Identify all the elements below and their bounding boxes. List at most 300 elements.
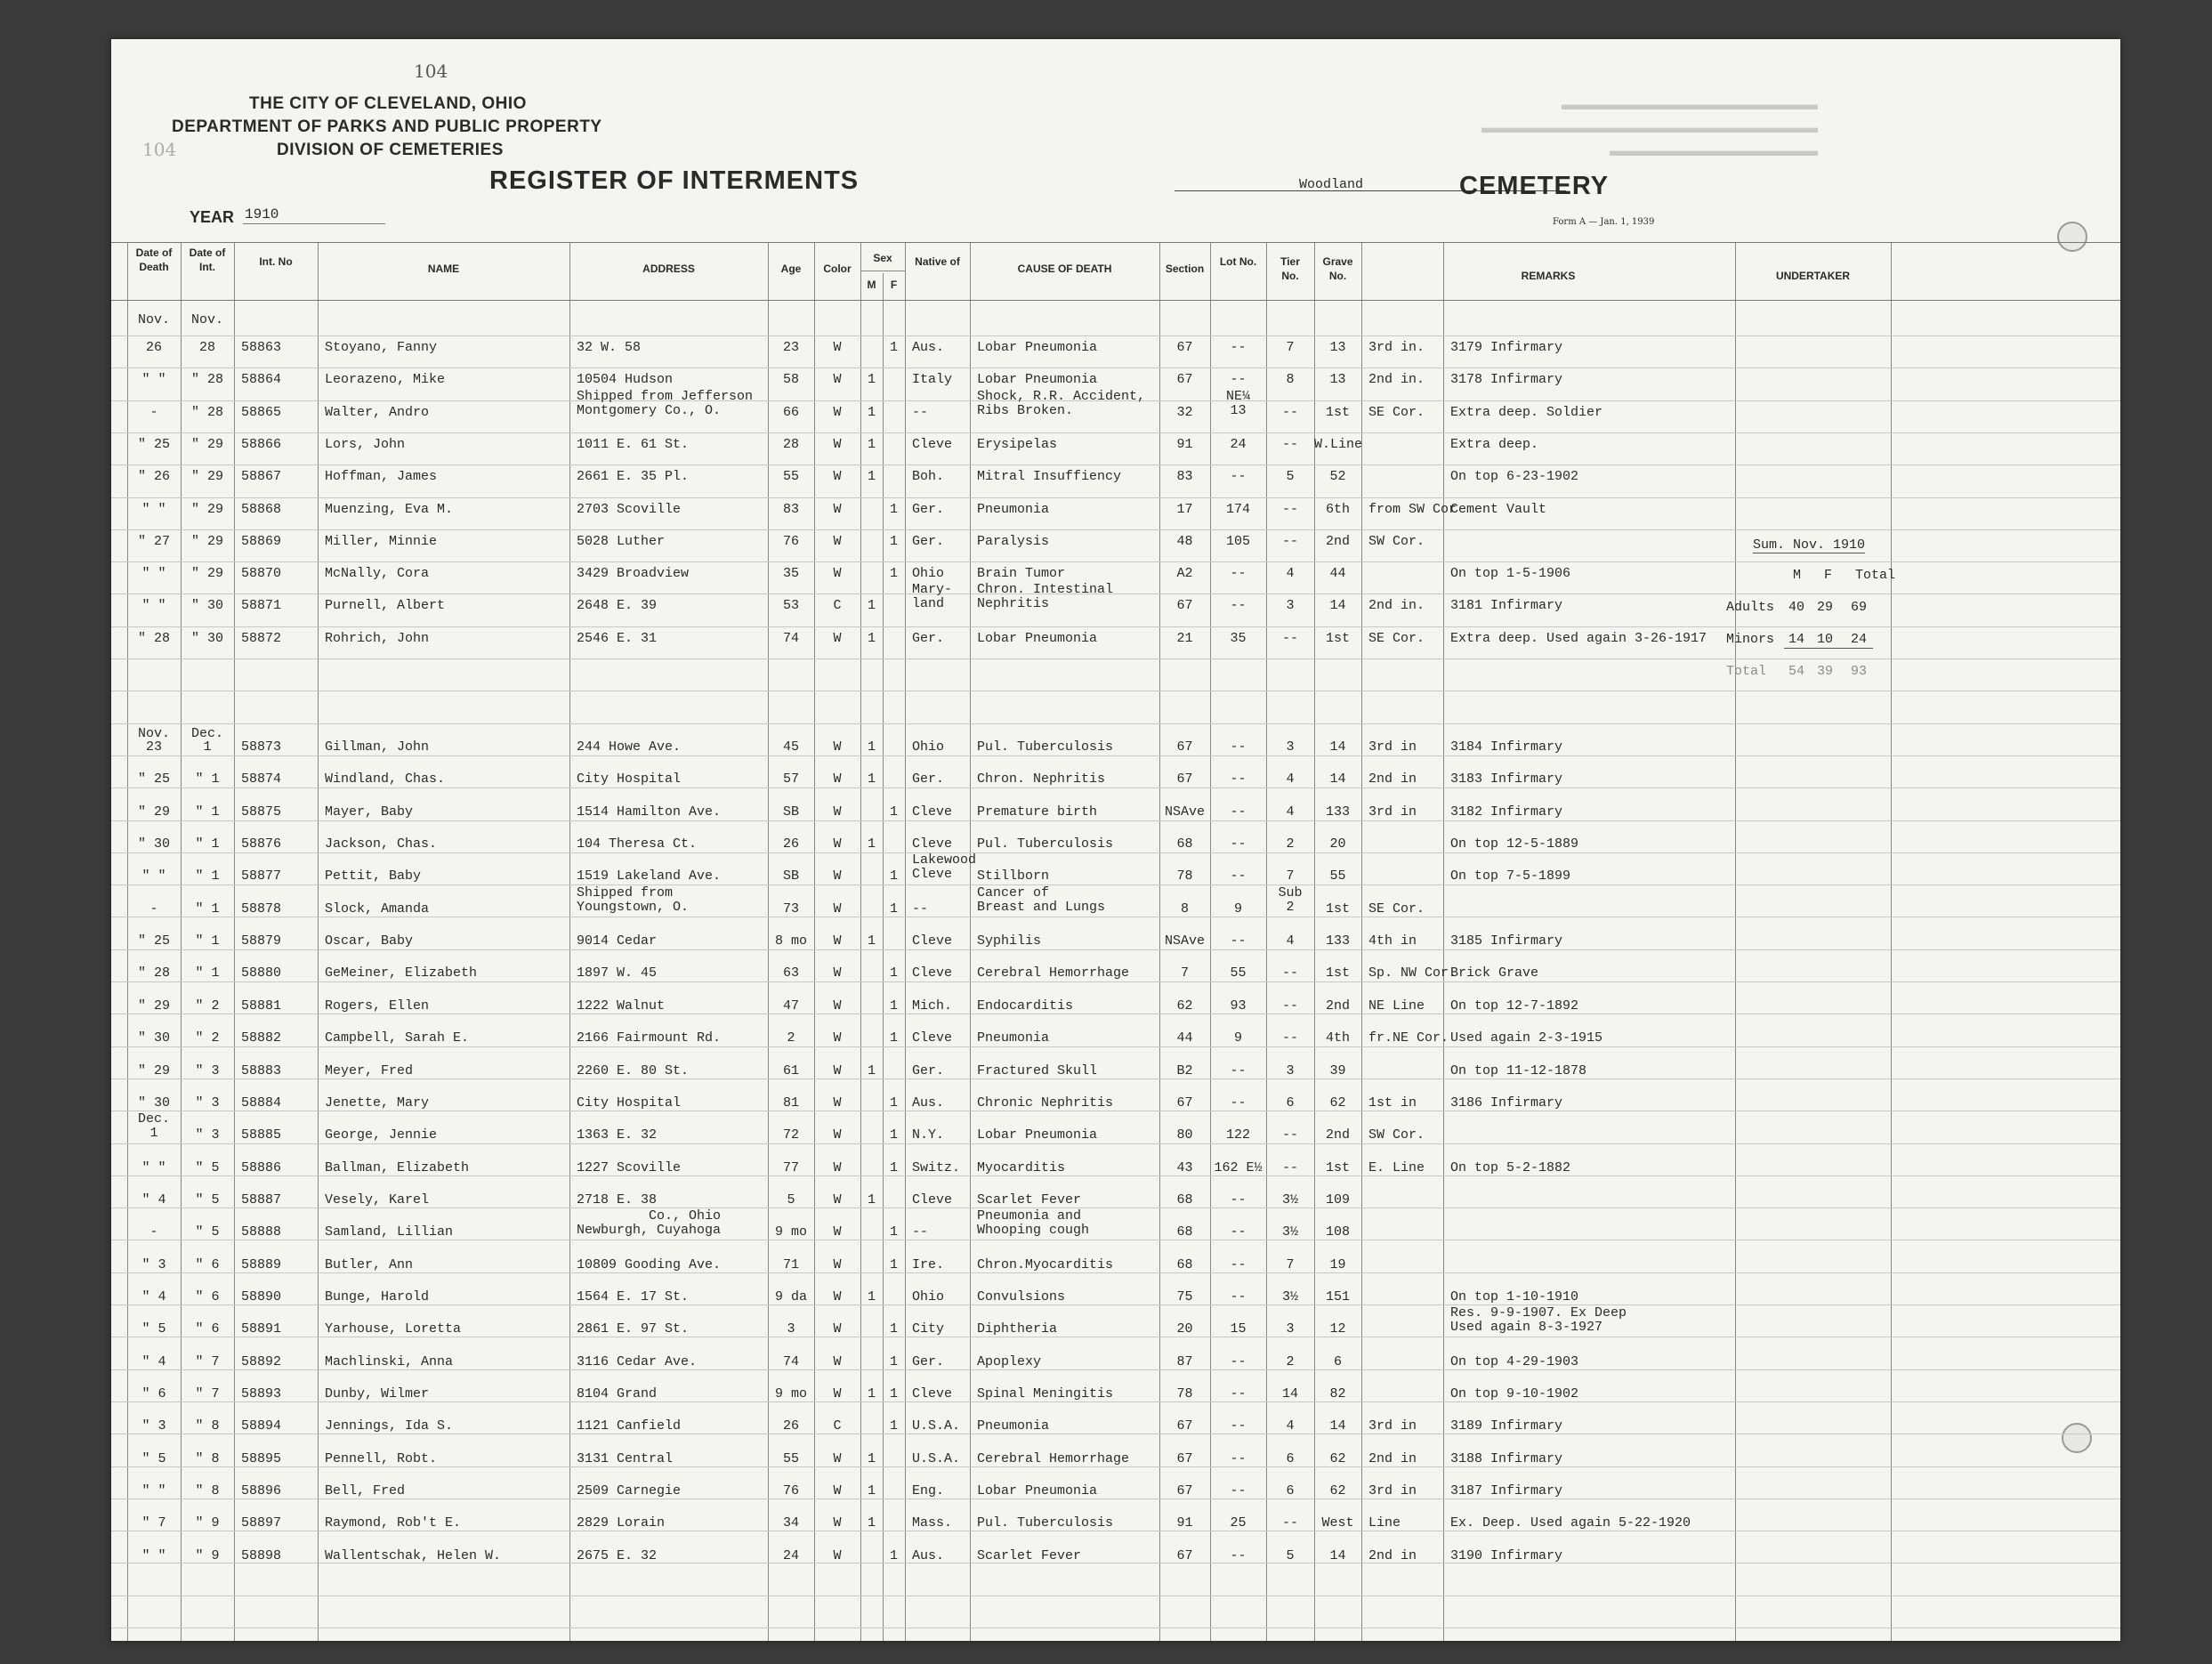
row-58879-color: W [833,933,842,949]
row-58869-age: 76 [782,533,799,549]
row-58885-doi: " 3 [195,1127,220,1143]
row-58885-grave: 2nd [1325,1127,1350,1143]
row-58893-name: Dunby, Wilmer [325,1386,430,1401]
col-header-doi: Date of Int. [189,246,226,273]
row-58870-dod: " " [141,566,166,582]
row-58872-doi: " 30 [190,630,223,646]
row-58877-remarks: On top 7-5-1899 [1450,868,1571,885]
row-58873-grave: 14 [1329,739,1346,755]
row-58878-no: 58878 [241,901,282,917]
row-58897-age: 34 [782,1515,799,1531]
row-58878-f: 1 [889,901,898,917]
row-58877-grave: 55 [1329,868,1346,885]
row-58873-lot: -- [1230,739,1247,755]
ruled-line [111,626,2120,627]
row-58877-lot: -- [1230,868,1247,885]
row-58894-native: U.S.A. [912,1418,961,1434]
row-58884-age: 81 [782,1095,799,1111]
row-58869-section: 48 [1176,533,1193,549]
row-58875-doi: " 1 [195,804,220,820]
row-58895-color: W [833,1450,842,1466]
row-58865-grave: 1st [1325,404,1350,420]
row-58880-name: GeMeiner, Elizabeth [325,965,478,981]
row-58868-loc: from SW Cor [1368,501,1457,517]
row-58896-age: 76 [782,1483,799,1499]
row-58863-doi: 28 [198,340,215,355]
row-58878-tier: Sub 2 [1278,885,1303,915]
row-58886-lot: 162 E½ [1214,1159,1263,1175]
row-58869-name: Miller, Minnie [325,533,438,549]
row-58876-m: 1 [867,836,876,852]
row-58870-tier: 4 [1286,566,1295,582]
row-58882-grave: 4th [1325,1030,1350,1046]
row-58886-color: W [833,1159,842,1175]
row-58871-dod: " " [141,598,166,614]
row-58883-cause: Fractured Skull [977,1062,1098,1078]
row-58898-remarks: 3190 Infirmary [1450,1547,1563,1563]
row-58897-doi: " 9 [195,1515,220,1531]
row-58891-remarks: Res. 9-9-1907. Ex Deep Used again 8-3-1927 [1450,1305,1627,1336]
row-58864-no: 58864 [241,372,282,388]
row-58869-grave: 2nd [1325,533,1350,549]
row-58889-address: 10809 Gooding Ave. [577,1256,722,1272]
row-58867-address: 2661 E. 35 Pl. [577,469,690,485]
row-58892-remarks: On top 4-29-1903 [1450,1353,1579,1369]
row-58897-lot: 25 [1230,1515,1247,1531]
row-58892-no: 58892 [241,1353,282,1369]
row-58875-cause: Premature birth [977,804,1098,820]
row-58893-address: 8104 Grand [577,1386,658,1401]
row-58873-name: Gillman, John [325,739,430,755]
row-58865-dod: - [149,404,158,420]
ruled-line [111,432,2120,433]
row-58885-loc: SW Cor. [1368,1127,1425,1143]
row-58873-dod: 23 [145,739,162,755]
summary-adults-m: 40 [1788,600,1805,615]
row-58873-cause: Pul. Tuberculosis [977,739,1114,755]
row-58897-remarks: Ex. Deep. Used again 5-22-1920 [1450,1515,1691,1531]
row-58879-remarks: 3185 Infirmary [1450,933,1563,949]
row-58882-section: 44 [1176,1030,1193,1046]
column-divider [905,242,906,1641]
row-58887-name: Vesely, Karel [325,1191,430,1208]
row-58898-dod: " " [141,1547,166,1563]
row-58878-cause: Cancer of Breast and Lungs [977,885,1106,915]
column-divider [1735,242,1736,1641]
row-58890-dod: " 4 [141,1288,166,1305]
row-58892-dod: " 4 [141,1353,166,1369]
row-58871-lot: -- [1230,598,1247,614]
row-58887-dod: " 4 [141,1191,166,1208]
row-58875-section: NSAve [1164,804,1205,820]
summary-total-f: 39 [1817,664,1834,679]
row-58877-tier: 7 [1286,868,1295,885]
header-department: DEPARTMENT OF PARKS AND PUBLIC PROPERTY [172,117,602,136]
row-58895-address: 3131 Central [577,1450,674,1466]
row-58874-dod: " 25 [137,771,170,788]
row-58877-doi: " 1 [195,868,220,885]
row-58890-color: W [833,1288,842,1305]
row-58892-tier: 2 [1286,1353,1295,1369]
row-58867-doi: " 29 [190,469,223,485]
row-58897-m: 1 [867,1515,876,1531]
row-58868-section: 17 [1176,501,1193,517]
row-58870-cause: Brain Tumor [977,566,1066,582]
row-58886-native: Switz. [912,1159,961,1175]
row-58865-remarks: Extra deep. Soldier [1450,404,1603,420]
row-58876-name: Jackson, Chas. [325,836,438,852]
row-58896-address: 2509 Carnegie [577,1483,682,1499]
row-58884-no: 58884 [241,1095,282,1111]
row-58898-name: Wallentschak, Helen W. [325,1547,502,1563]
col-header-f: F [890,279,898,291]
row-58897-cause: Pul. Tuberculosis [977,1515,1114,1531]
row-58867-section: 83 [1176,469,1193,485]
row-58870-age: 35 [782,566,799,582]
row-58866-doi: " 29 [190,436,223,452]
row-58896-lot: -- [1230,1483,1247,1499]
ruled-line [111,1401,2120,1402]
row-58881-native: Mich. [912,998,953,1014]
month-header-doi: Dec. [190,726,223,741]
row-58880-section: 7 [1180,965,1189,981]
row-58875-remarks: 3182 Infirmary [1450,804,1563,820]
row-58869-cause: Paralysis [977,533,1050,549]
row-58886-loc: E. Line [1368,1159,1425,1175]
row-58889-tier: 7 [1286,1256,1295,1272]
row-58895-dod: " 5 [141,1450,166,1466]
row-58878-native: -- [912,901,929,917]
row-58898-f: 1 [889,1547,898,1563]
row-58865-age: 66 [782,404,799,420]
row-58892-doi: " 7 [195,1353,220,1369]
row-58884-f: 1 [889,1095,898,1111]
row-58864-m: 1 [867,372,876,388]
row-58883-section: B2 [1176,1062,1193,1078]
row-58896-loc: 3rd in [1368,1483,1417,1499]
row-58890-cause: Convulsions [977,1288,1066,1305]
row-58877-address: 1519 Lakeland Ave. [577,868,722,885]
row-58870-name: McNally, Cora [325,566,430,582]
row-58869-tier: -- [1281,533,1298,549]
row-58877-dod: " " [141,868,166,885]
row-58890-age: 9 da [774,1288,807,1305]
col-header-m: M [867,279,876,291]
row-58877-section: 78 [1176,868,1193,885]
row-58863-address: 32 W. 58 [577,340,642,355]
row-58868-dod: " " [141,501,166,517]
row-58896-tier: 6 [1286,1483,1295,1499]
row-58874-tier: 4 [1286,771,1295,788]
row-58869-loc: SW Cor. [1368,533,1425,549]
row-58863-lot: -- [1230,340,1247,355]
row-58881-age: 47 [782,998,799,1014]
row-58891-name: Yarhouse, Loretta [325,1321,462,1337]
row-58872-native: Ger. [912,630,945,646]
month-header-doi: Nov. [190,312,223,327]
row-58878-age: 73 [782,901,799,917]
col-header-section: Section [1165,263,1205,275]
ruled-line [111,949,2120,950]
row-58864-dod: " " [141,372,166,388]
row-58867-name: Hoffman, James [325,469,438,485]
summary-title: Sum. Nov. 1910 [1753,537,1866,553]
row-58872-lot: 35 [1230,630,1247,646]
row-58872-remarks: Extra deep. Used again 3-26-1917 [1450,630,1707,646]
row-58868-address: 2703 Scoville [577,501,682,517]
row-58891-f: 1 [889,1321,898,1337]
row-58885-lot: 122 [1225,1127,1250,1143]
row-58890-grave: 151 [1325,1288,1350,1305]
row-58871-remarks: 3181 Infirmary [1450,598,1563,614]
row-58882-no: 58882 [241,1030,282,1046]
summary-adults-label: Adults [1726,600,1775,615]
row-58866-grave: W.Line [1314,436,1363,452]
row-58865-m: 1 [867,404,876,420]
row-58887-section: 68 [1176,1191,1193,1208]
row-58878-loc: SE Cor. [1368,901,1425,917]
row-58884-name: Jenette, Mary [325,1095,430,1111]
row-58876-lot: -- [1230,836,1247,852]
row-58881-doi: " 2 [195,998,220,1014]
row-58876-doi: " 1 [195,836,220,852]
row-58883-m: 1 [867,1062,876,1078]
row-58872-m: 1 [867,630,876,646]
row-58891-lot: 15 [1230,1321,1247,1337]
row-58884-color: W [833,1095,842,1111]
row-58889-doi: " 6 [195,1256,220,1272]
row-58882-color: W [833,1030,842,1046]
row-58872-no: 58872 [241,630,282,646]
row-58889-section: 68 [1176,1256,1193,1272]
ruled-line [111,981,2120,982]
bleed-through-mirror: ▬▬▬▬▬▬▬▬▬▬▬▬▬▬▬▬ ▬▬▬▬▬▬▬▬▬▬▬▬▬▬▬▬▬▬▬▬▬ ▬▬▬▬▬▬▬▬▬▬▬▬▬ [1481,95,1818,159]
row-58898-loc: 2nd in [1368,1547,1417,1563]
row-58883-remarks: On top 11-12-1878 [1450,1062,1587,1078]
row-58882-address: 2166 Fairmount Rd. [577,1030,722,1046]
row-58871-grave: 14 [1329,598,1346,614]
row-58886-grave: 1st [1325,1159,1350,1175]
row-58870-section: A2 [1176,566,1193,582]
summary-minors-f: 10 [1817,632,1834,647]
row-58885-name: George, Jennie [325,1127,438,1143]
row-58895-doi: " 8 [195,1450,220,1466]
row-58882-loc: fr.NE Cor. [1368,1030,1449,1046]
row-58866-lot: 24 [1230,436,1247,452]
row-58881-dod: " 29 [137,998,170,1014]
row-58890-lot: -- [1230,1288,1247,1305]
row-58872-tier: -- [1281,630,1298,646]
cemetery-name: Woodland [1299,177,1364,192]
ruled-line [111,335,2120,336]
row-58884-native: Aus. [912,1095,945,1111]
row-58865-native: -- [912,404,929,420]
row-58894-cause: Pneumonia [977,1418,1050,1434]
row-58863-cause: Lobar Pneumonia [977,340,1098,355]
row-58866-remarks: Extra deep. [1450,436,1539,452]
row-58870-address: 3429 Broadview [577,566,690,582]
row-58895-section: 67 [1176,1450,1193,1466]
row-58864-lot: -- [1230,372,1247,388]
row-58870-lot: -- [1230,566,1247,582]
row-58895-tier: 6 [1286,1450,1295,1466]
row-58869-address: 5028 Luther [577,533,666,549]
row-58894-age: 26 [782,1418,799,1434]
column-divider [970,242,971,1641]
row-58892-address: 3116 Cedar Ave. [577,1353,698,1369]
row-58886-section: 43 [1176,1159,1193,1175]
row-58895-cause: Cerebral Hemorrhage [977,1450,1130,1466]
row-58887-address: 2718 E. 38 [577,1191,658,1208]
row-58865-lot: NE¼ 13 [1225,388,1250,418]
row-58874-section: 67 [1176,771,1193,788]
row-58872-loc: SE Cor. [1368,630,1425,646]
row-58872-color: W [833,630,842,646]
row-58891-section: 20 [1176,1321,1193,1337]
row-58888-f: 1 [889,1224,898,1240]
row-58875-loc: 3rd in [1368,804,1417,820]
row-58872-address: 2546 E. 31 [577,630,658,646]
ruled-line [111,820,2120,821]
row-58885-age: 72 [782,1127,799,1143]
ruled-line [111,1498,2120,1499]
row-58897-tier: -- [1281,1515,1298,1531]
row-58887-doi: " 5 [195,1191,220,1208]
row-58866-tier: -- [1281,436,1298,452]
row-58893-age: 9 mo [774,1386,807,1401]
row-58883-age: 61 [782,1062,799,1078]
row-58870-color: W [833,566,842,582]
row-58890-no: 58890 [241,1288,282,1305]
row-58871-native: Mary- land [912,582,953,612]
row-58869-dod: " 27 [137,533,170,549]
row-58873-address: 244 Howe Ave. [577,739,682,755]
row-58869-no: 58869 [241,533,282,549]
row-58893-grave: 82 [1329,1386,1346,1401]
row-58897-grave: West [1321,1515,1354,1531]
col-header-undertaker: UNDERTAKER [1775,270,1851,282]
row-58896-cause: Lobar Pneumonia [977,1483,1098,1499]
row-58885-native: N.Y. [912,1127,945,1143]
summary-minors-label: Minors [1726,632,1775,647]
header-city: THE CITY OF CLEVELAND, OHIO [249,94,527,113]
row-58866-name: Lors, John [325,436,406,452]
year-value: 1910 [245,206,279,222]
col-header-native: Native of [915,255,960,268]
row-58896-m: 1 [867,1483,876,1499]
row-58868-name: Muenzing, Eva M. [325,501,454,517]
row-58898-doi: " 9 [195,1547,220,1563]
row-58888-dod: - [149,1224,158,1240]
row-58868-lot: 174 [1225,501,1250,517]
row-58880-loc: Sp. NW Cor. [1368,965,1457,981]
row-58865-loc: SE Cor. [1368,404,1425,420]
row-58888-native: -- [912,1224,929,1240]
row-58878-lot: 9 [1233,901,1242,917]
row-58871-name: Purnell, Albert [325,598,446,614]
row-58879-doi: " 1 [195,933,220,949]
row-58894-address: 1121 Canfield [577,1418,682,1434]
row-58892-lot: -- [1230,1353,1247,1369]
row-58867-no: 58867 [241,469,282,485]
row-58879-address: 9014 Cedar [577,933,658,949]
col-header-name: NAME [427,263,460,275]
row-58888-lot: -- [1230,1224,1247,1240]
row-58878-name: Slock, Amanda [325,901,430,917]
row-58892-f: 1 [889,1353,898,1369]
col-header-age: Age [780,263,802,275]
col-header-grave: Grave No. [1322,255,1353,282]
row-58874-name: Windland, Chas. [325,771,446,788]
row-58891-native: City [912,1321,945,1337]
row-58881-lot: 93 [1230,998,1247,1014]
row-58864-grave: 13 [1329,372,1346,388]
row-58880-native: Cleve [912,965,953,981]
row-58877-color: W [833,868,842,885]
row-58883-address: 2260 E. 80 St. [577,1062,690,1078]
register-title: REGISTER OF INTERMENTS [489,166,860,195]
row-58876-native: Cleve [912,836,953,852]
row-58880-age: 63 [782,965,799,981]
row-58864-loc: 2nd in. [1368,372,1425,388]
row-58882-remarks: Used again 2-3-1915 [1450,1030,1603,1046]
row-58869-native: Ger. [912,533,945,549]
row-58893-native: Cleve [912,1386,953,1401]
row-58884-grave: 62 [1329,1095,1346,1111]
column-divider [234,242,235,1641]
row-58867-lot: -- [1230,469,1247,485]
row-58893-m: 1 [867,1386,876,1401]
row-58876-grave: 20 [1329,836,1346,852]
month-header-dod: Nov. [137,726,170,741]
row-58874-no: 58874 [241,771,282,788]
row-58893-no: 58893 [241,1386,282,1401]
row-58871-doi: " 30 [190,598,223,614]
row-58885-f: 1 [889,1127,898,1143]
row-58886-remarks: On top 5-2-1882 [1450,1159,1571,1175]
ruled-line [111,723,2120,724]
row-58886-f: 1 [889,1159,898,1175]
row-58867-native: Boh. [912,469,945,485]
row-58896-no: 58896 [241,1483,282,1499]
row-58898-native: Aus. [912,1547,945,1563]
row-58887-native: Cleve [912,1191,953,1208]
row-58888-section: 68 [1176,1224,1193,1240]
row-58895-m: 1 [867,1450,876,1466]
row-58877-no: 58877 [241,868,282,885]
row-58876-no: 58876 [241,836,282,852]
row-58884-section: 67 [1176,1095,1193,1111]
row-58886-address: 1227 Scoville [577,1159,682,1175]
row-58872-name: Rohrich, John [325,630,430,646]
ruled-line [111,1595,2120,1596]
row-58898-color: W [833,1547,842,1563]
column-divider [318,242,319,1641]
row-58894-f: 1 [889,1418,898,1434]
header-bottom-rule [111,300,2120,301]
row-58881-remarks: On top 12-7-1892 [1450,998,1579,1014]
row-58894-remarks: 3189 Infirmary [1450,1418,1563,1434]
row-58883-grave: 39 [1329,1062,1346,1078]
row-58866-section: 91 [1176,436,1193,452]
row-58875-f: 1 [889,804,898,820]
col-header-tier: Tier No. [1280,255,1300,282]
row-58885-cause: Lobar Pneumonia [977,1127,1098,1143]
row-58867-remarks: On top 6-23-1902 [1450,469,1579,485]
row-58874-m: 1 [867,771,876,788]
row-58889-cause: Chron.Myocarditis [977,1256,1114,1272]
page-number: 104 [414,61,448,82]
